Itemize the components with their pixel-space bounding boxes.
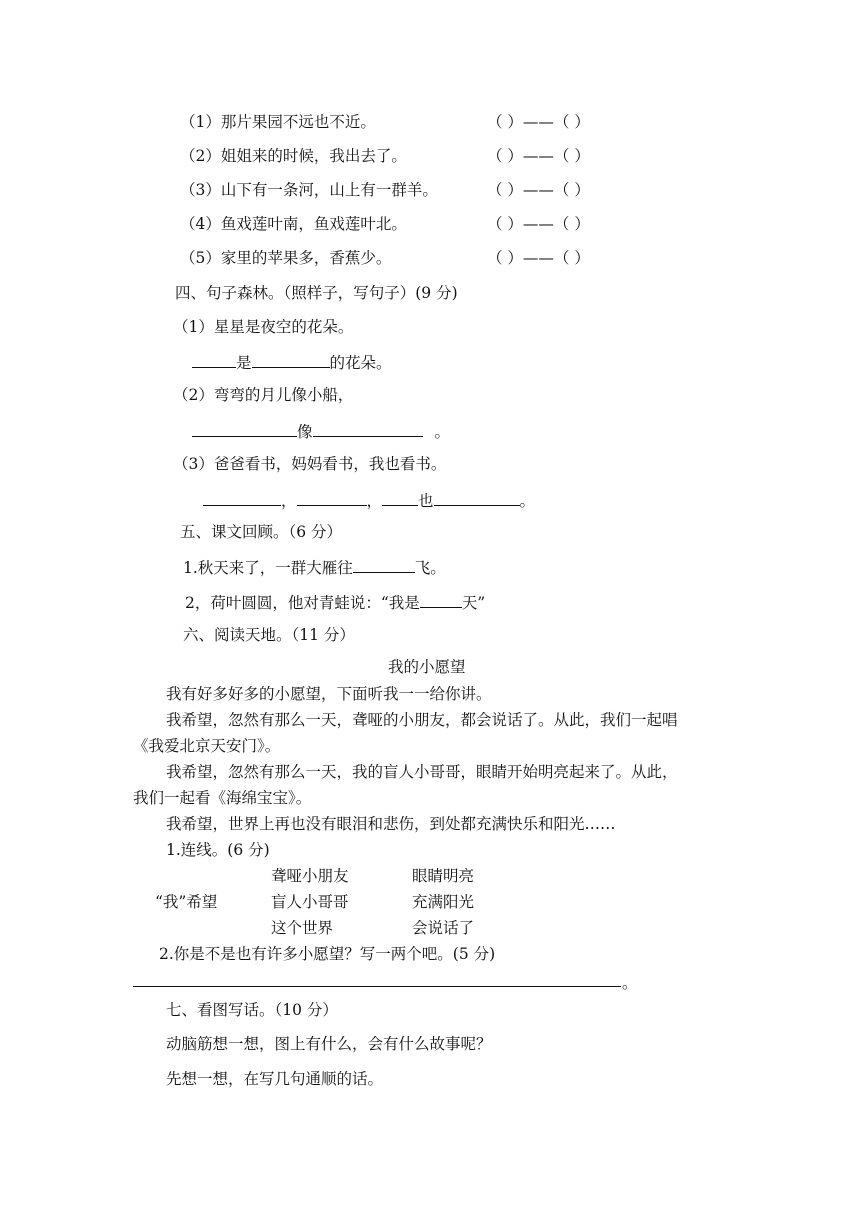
- s4-q2-xiang: 像: [297, 423, 313, 441]
- s4-q2-answer-row: [192, 420, 450, 442]
- s5-q1-blank[interactable]: [353, 556, 415, 573]
- s5-q2-blank[interactable]: [420, 591, 462, 608]
- section5-title: 五、课文回顾。（6 分）: [180, 523, 343, 541]
- s6-q1-right-2[interactable]: 充满阳光: [412, 893, 475, 911]
- s6-q1-subject: “我”希望: [155, 893, 218, 911]
- passage-p4: 我希望，世界上再也没有眼泪和悲伤，到处都充满快乐和阳光……: [166, 815, 616, 833]
- s5-q1-end: 飞。: [414, 559, 446, 577]
- s3-item-1: （1）那片果园不远也不近。: [180, 113, 376, 131]
- s3-item-5: （5）家里的苹果多，香蕉少。: [180, 249, 392, 267]
- passage-title: 我的小愿望: [388, 658, 466, 676]
- s6-q1-right-1[interactable]: 眼睛明亮: [412, 867, 475, 885]
- s4-q2-blank-2[interactable]: [313, 420, 423, 437]
- s4-q1-end: 的花朵。: [329, 354, 392, 372]
- s4-q1-answer-row: [192, 351, 392, 373]
- s4-q2: （2）弯弯的月儿像小船，: [173, 386, 354, 404]
- s4-q3: （3）爸爸看书，妈妈看书，我也看书。: [173, 455, 447, 473]
- s4-q3-blank-1[interactable]: [203, 489, 281, 506]
- s6-q2-end: 。: [622, 974, 638, 992]
- s3-answer-5[interactable]: （ ）——（ ）: [487, 249, 590, 267]
- s4-q3-comma-1: ，: [281, 492, 297, 510]
- s4-q2-end: 。: [434, 423, 451, 441]
- passage-p2b: 《我爱北京天安门》。: [133, 737, 281, 755]
- s3-answer-2[interactable]: （ ）——（ ）: [487, 147, 590, 165]
- s3-item-2: （2）姐姐来的时候，我出去了。: [180, 147, 407, 165]
- section4-title: 四、句子森林。（照样子，写句子）(9 分): [175, 284, 458, 302]
- passage-p1: 我有好多好多的小愿望，下面听我一一给你讲。: [166, 685, 492, 703]
- s6-q1-left-2[interactable]: 盲人小哥哥: [271, 893, 349, 911]
- s4-q1-blank-1[interactable]: [192, 351, 236, 368]
- s7-line2: 先想一想，在写几句通顺的话。: [166, 1070, 384, 1088]
- s3-item-4: （4）鱼戏莲叶南，鱼戏莲叶北。: [180, 215, 407, 233]
- s4-q1-shi: 是: [236, 354, 252, 372]
- s4-q3-answer-row: [203, 489, 535, 511]
- s6-q1-left-3[interactable]: 这个世界: [271, 919, 334, 937]
- s5-q2-start: 2，荷叶圆圆，他对青蛙说：“我是: [185, 594, 420, 612]
- s4-q2-blank-1[interactable]: [192, 420, 297, 437]
- s6-q1-left-1[interactable]: 聋哑小朋友: [271, 867, 349, 885]
- s4-q3-blank-4[interactable]: [434, 489, 520, 506]
- s4-q3-blank-2[interactable]: [297, 489, 367, 506]
- s4-q3-comma-2: ，: [366, 492, 383, 510]
- s3-answer-1[interactable]: （ ）——（ ）: [487, 113, 590, 131]
- s6-q2-answer-line[interactable]: [133, 986, 621, 987]
- s5-q2-end: 天”: [461, 594, 486, 612]
- s5-q1-row: [183, 556, 446, 578]
- s4-q3-blank-3[interactable]: [382, 489, 418, 506]
- passage-p3b: 我们一起看《海绵宝宝》。: [133, 789, 312, 807]
- s6-q2-title: 2.你是不是也有许多小愿望？写一两个吧。(5 分): [159, 945, 496, 963]
- s5-q2-row: [185, 591, 485, 613]
- s4-q3-end: 。: [519, 492, 536, 510]
- s3-item-3: （3）山下有一条河，山上有一群羊。: [180, 181, 438, 199]
- s7-line1: 动脑筋想一想，图上有什么，会有什么故事呢？: [166, 1035, 492, 1053]
- section6-title: 六、阅读天地。（11 分）: [183, 626, 355, 644]
- s4-q3-ye: 也: [418, 492, 434, 510]
- passage-p3a: 我希望，忽然有那么一天，我的盲人小哥哥，眼睛开始明亮起来了。从此，: [166, 763, 678, 781]
- s4-q1-blank-2[interactable]: [252, 351, 330, 368]
- s5-q1-start: 1.秋天来了，一群大雁往: [183, 559, 353, 577]
- s3-answer-3[interactable]: （ ）——（ ）: [487, 181, 590, 199]
- section7-title: 七、看图写话。（10 分）: [166, 1001, 338, 1019]
- s3-answer-4[interactable]: （ ）——（ ）: [487, 215, 590, 233]
- s6-q1-right-3[interactable]: 会说话了: [412, 919, 475, 937]
- passage-p2a: 我希望，忽然有那么一天，聋哑的小朋友，都会说话了。从此，我们一起唱: [166, 711, 678, 729]
- s6-q1-title: 1.连线。(6 分): [166, 841, 270, 859]
- s4-q1: （1）星星是夜空的花朵。: [173, 318, 354, 336]
